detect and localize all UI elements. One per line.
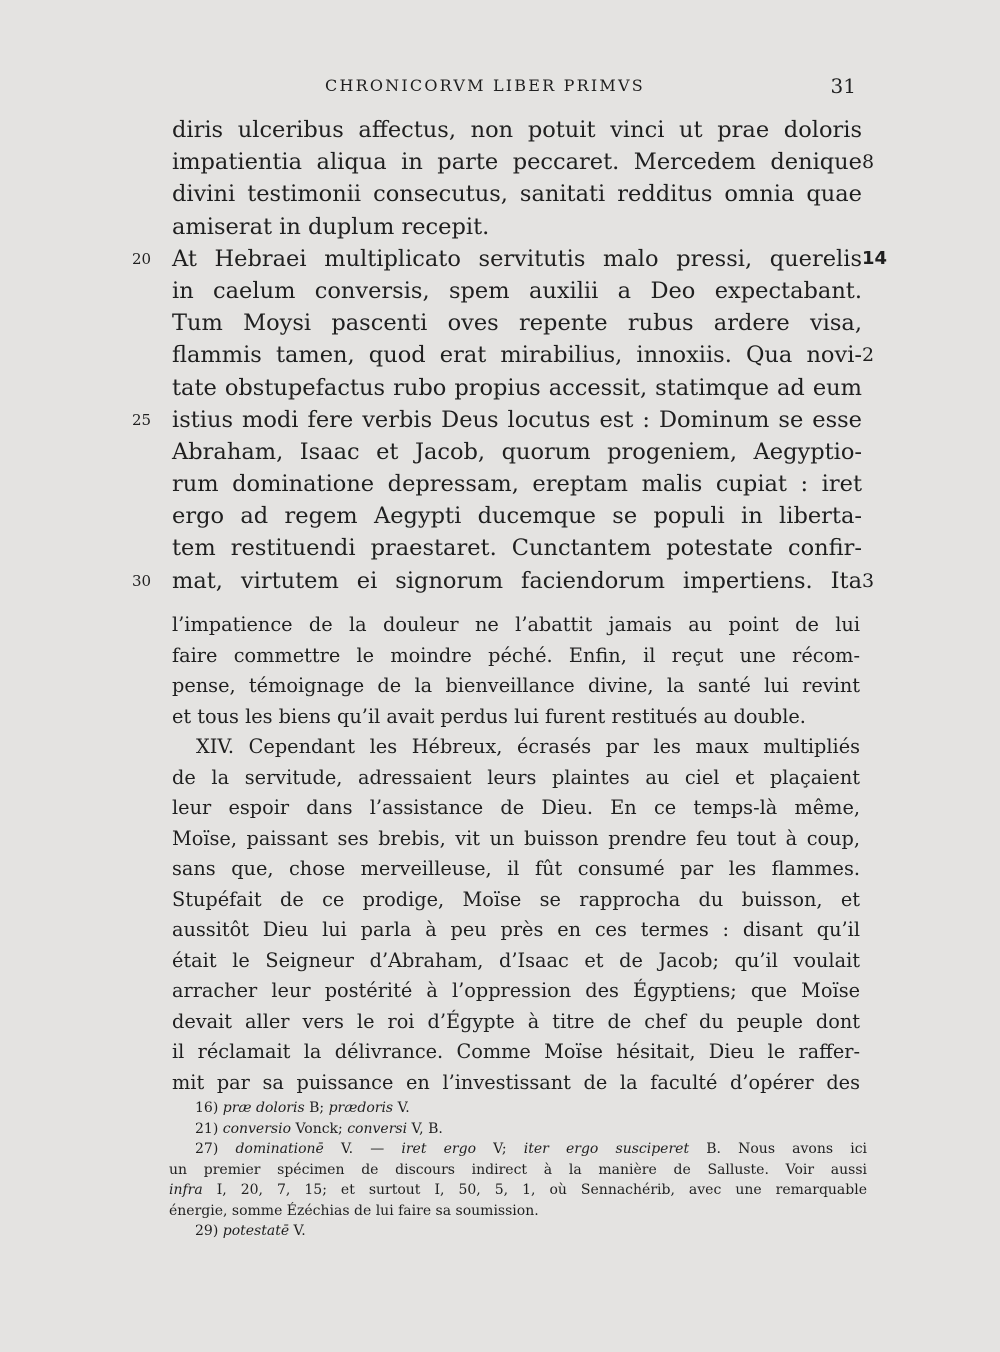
latin-line — [172, 178, 862, 210]
french-line: était le Seigneur d’Abraham, d’Isaac et de Jacob; qu’il voulait — [172, 948, 860, 972]
french-line: pense, témoignage de la bienveillance divine, la santé lui revint — [172, 674, 860, 697]
latin-text-block — [132, 114, 888, 597]
latin-line — [172, 211, 862, 243]
latin-line — [172, 114, 862, 146]
latin-line-text: amiserat in duplum recepit. — [172, 213, 490, 240]
french-line: devait aller vers le roi d’Égypte à titre de chef du peuple dont — [172, 1009, 860, 1033]
latin-line — [132, 243, 888, 275]
latin-line — [172, 339, 875, 371]
footnote-27: 27) dominationē V. — iret ergo V; iter ergo susciperet B. Nous avons ici — [195, 1141, 868, 1157]
latin-line — [172, 372, 862, 404]
margin-reference: 14 — [862, 247, 888, 269]
latin-line-text: tem restituendi praestaret. Cunctantem potestate confir- — [172, 535, 862, 562]
french-line: sans que, chose merveilleuse, il fût consumé par les flammes. — [172, 857, 860, 880]
french-line: il réclamait la délivrance. Comme Moïse hésitait, Dieu le raffer- — [172, 1040, 860, 1063]
french-line: de la servitude, adressaient leurs plaintes au ciel et plaçaient — [172, 765, 860, 789]
french-line: faire commettre le moindre péché. Enfin, il reçut une récom- — [172, 643, 860, 667]
french-line: Stupéfait de ce prodige, Moïse se rapprocha du buisson, et — [172, 887, 860, 911]
french-line: aussitôt Dieu lui parla à peu près en ces termes : disant qu’il — [172, 918, 860, 941]
latin-line-text: rum dominatione depressam, ereptam malis cupiat : iret — [172, 471, 862, 498]
running-title: CHRONICORVM LIBER PRIMVS — [325, 76, 645, 95]
latin-line — [172, 146, 875, 178]
latin-line — [132, 404, 862, 436]
latin-line — [172, 307, 862, 339]
latin-line-text: At Hebraei multiplicato servitutis malo pressi, querelis — [172, 245, 862, 272]
line-number: 25 — [132, 410, 152, 429]
footnotes — [169, 1098, 868, 1242]
footnote-21: 21) conversio Vonck; conversi V, B. — [195, 1120, 443, 1137]
margin-reference: 3 — [862, 569, 875, 592]
latin-line-text: flammis tamen, quod erat mirabilius, innoxiis. Qua novi- — [172, 342, 862, 369]
latin-line-text: mat, virtutem ei signorum faciendorum impertiens. Ita — [172, 567, 862, 594]
french-translation-block — [172, 610, 860, 1098]
latin-line — [172, 500, 862, 532]
line-number: 30 — [132, 571, 152, 590]
french-line: Moïse, paissant ses brebis, vit un buisson prendre feu tout à coup, — [172, 826, 860, 850]
latin-line — [172, 532, 862, 564]
latin-line-text: istius modi fere verbis Deus locutus est : Dominum se esse — [172, 406, 862, 433]
page-header — [170, 74, 860, 104]
french-line: l’impatience de la douleur ne l’abattit jamais au point de lui — [172, 613, 860, 636]
latin-line-text: Tum Moysi pascenti oves repente rubus ardere visa, — [172, 310, 862, 337]
french-line: mit par sa puissance en l’investissant de la faculté d’opérer des — [172, 1070, 860, 1094]
french-line: leur espoir dans l’assistance de Dieu. En ce temps-là même, — [172, 796, 860, 819]
latin-line — [172, 468, 862, 500]
latin-line-text: diris ulceribus affectus, non potuit vinci ut prae doloris — [172, 117, 862, 143]
french-line: arracher leur postérité à l’oppression des Égyptiens; que Moïse — [172, 979, 860, 1002]
footnote-27-line-3: infra I, 20, 7, 15; et surtout I, 50, 5, 1, où Sennachérib, avec une remarquable — [169, 1182, 867, 1198]
latin-line-text: tate obstupefactus rubo propius accessit, statimque ad eum — [172, 374, 862, 401]
footnote-27-line-4: énergie, somme Ézéchias de lui faire sa soumission. — [169, 1202, 539, 1219]
latin-line-text: in caelum conversis, spem auxilii a Deo expectabant. — [172, 277, 862, 304]
margin-reference: 2 — [862, 344, 875, 367]
margin-reference: 8 — [862, 151, 875, 174]
latin-line — [172, 275, 862, 307]
footnote-16: 16) præ doloris B; prædoris V. — [195, 1100, 410, 1116]
latin-line-text: divini testimonii consecutus, sanitati redditus omnia quae — [172, 181, 862, 208]
page-number: 31 — [830, 74, 856, 98]
latin-line — [172, 436, 862, 468]
latin-line — [132, 565, 875, 597]
line-number: 20 — [132, 249, 152, 268]
footnote-29: 29) potestatē V. — [195, 1223, 306, 1239]
french-line: XIV. Cependant les Hébreux, écrasés par les maux multipliés — [196, 735, 860, 758]
footnote-27-line-2: un premier spécimen de discours indirect à la manière de Salluste. Voir aussi — [169, 1161, 867, 1178]
latin-line-text: Abraham, Isaac et Jacob, quorum progeniem, Aegyptio- — [172, 438, 862, 465]
french-line: et tous les biens qu’il avait perdus lui furent restitués au double. — [172, 704, 806, 728]
latin-line-text: ergo ad regem Aegypti ducemque se populi in liberta- — [172, 503, 862, 530]
latin-line-text: impatientia aliqua in parte peccaret. Mercedem denique — [172, 149, 862, 176]
